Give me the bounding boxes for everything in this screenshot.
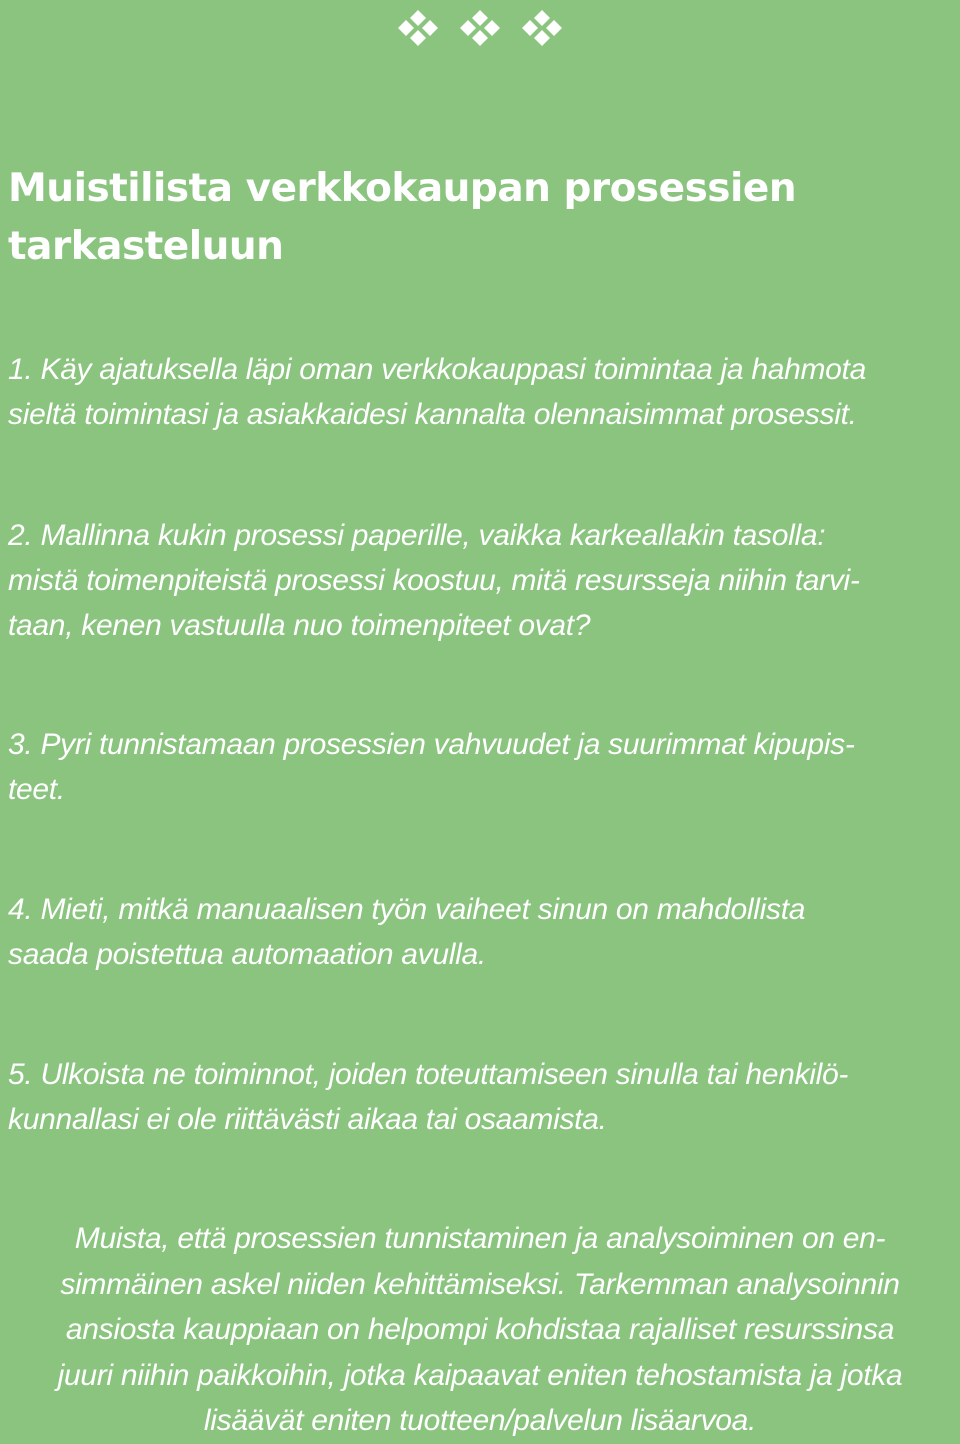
page-title (8, 160, 948, 276)
checklist-item-1-line-1: 1. Käy ajatuksella läpi oman verkkokauppasi toimintaa ja hahmota (8, 353, 866, 386)
closing-line-5: lisäävät eniten tuotteen/palvelun lisäarvoa. (203, 1404, 757, 1437)
four-diamond-ornament-icon (458, 8, 502, 48)
four-diamond-ornament-icon (520, 8, 564, 48)
checklist-item-4-line-1: 4. Mieti, mitkä manuaalisen työn vaiheet sinun on mahdollista (8, 893, 806, 926)
checklist-item-2-line-2: mistä toimenpiteistä prosessi koostuu, mitä resursseja niihin tarvi- (8, 564, 860, 597)
checklist-item-3-line-1: 3. Pyri tunnistamaan prosessien vahvuudet ja suurimmat kipupis- (8, 728, 855, 761)
checklist-item-2-line-3: taan, kenen vastuulla nuo toimenpiteet ovat? (8, 609, 591, 642)
checklist-item-5 (8, 1052, 960, 1142)
closing-line-2: simmäinen askel niiden kehittämiseksi. Tarkemman analysoinnin (60, 1267, 900, 1301)
checklist-item-2 (8, 513, 960, 648)
page-title-line-2: tarkasteluun (8, 224, 284, 269)
closing-line-3: ansiosta kauppiaan on helpompi kohdistaa rajalliset resurssinsa (65, 1313, 895, 1346)
closing-line-4: juuri niihin paikkoihin, jotka kaipaavat eniten tehostamista ja jotka (57, 1358, 903, 1392)
closing-line-1: Muista, että prosessien tunnistaminen ja analysoiminen on en- (74, 1222, 886, 1255)
checklist-item-4-line-2: saada poistettua automaation avulla. (8, 938, 486, 971)
checklist-item-4 (8, 887, 960, 977)
checklist-item-1 (8, 347, 960, 437)
decorative-ornament-row (396, 8, 564, 48)
checklist-item-5-line-1: 5. Ulkoista ne toiminnot, joiden toteuttamiseen sinulla tai henkilö- (8, 1058, 849, 1091)
page-title-line-1: Muistilista verkkokaupan prosessien (8, 166, 797, 211)
checklist-item-5-line-2: kunnallasi ei ole riittävästi aikaa tai osaamista. (8, 1103, 607, 1136)
checklist-item-2-line-1: 2. Mallinna kukin prosessi paperille, vaikka karkeallakin tasolla: (8, 519, 826, 552)
checklist-item-3 (8, 722, 960, 812)
checklist-item-3-line-2: teet. (8, 773, 65, 806)
closing-paragraph (0, 1216, 960, 1444)
checklist-item-1-line-2: sieltä toimintasi ja asiakkaidesi kannalta olennaisimmat prosessit. (8, 398, 857, 431)
four-diamond-ornament-icon (396, 8, 440, 48)
